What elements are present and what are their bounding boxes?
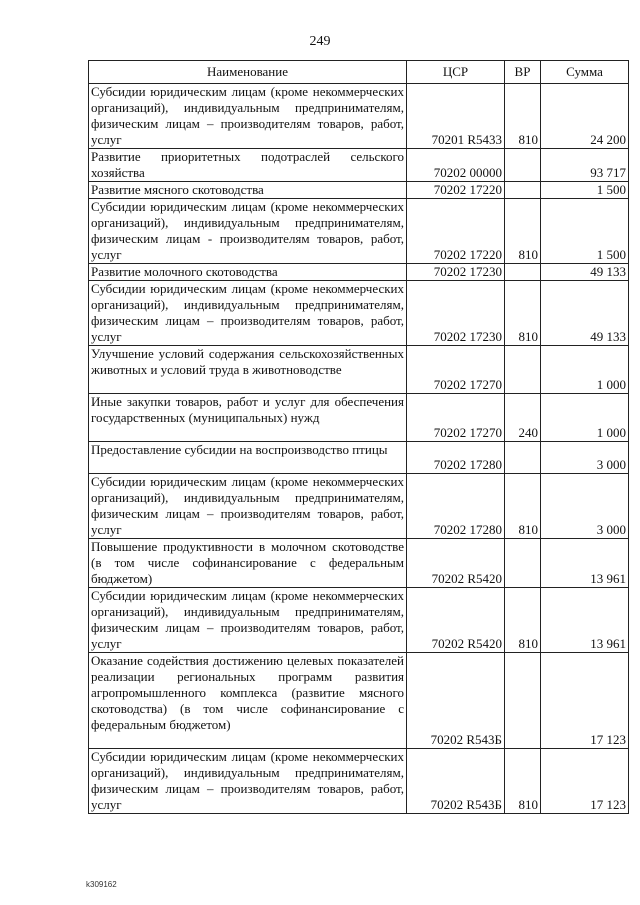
- table-row: [89, 84, 629, 149]
- row-vr: [505, 442, 541, 474]
- row-csr: 70202 17270: [407, 394, 505, 442]
- row-sum: 24 200: [541, 84, 629, 149]
- table-row: [89, 653, 629, 749]
- row-sum: 49 133: [541, 264, 629, 281]
- row-name: Развитие молочного скотоводства: [89, 264, 407, 281]
- row-name: Иные закупки товаров, работ и услуг для обеспечения государственных (муниципальных) нужд: [89, 394, 407, 442]
- row-sum: 1 500: [541, 182, 629, 199]
- row-vr: 810: [505, 749, 541, 814]
- row-name: Субсидии юридическим лицам (кроме некоммерческих организаций), индивидуальным предпринимателям, физическим лицам – производителям товаров, работ, услуг: [89, 749, 407, 814]
- row-sum: 49 133: [541, 281, 629, 346]
- row-vr: 810: [505, 199, 541, 264]
- table-row: [89, 394, 629, 442]
- row-sum: 93 717: [541, 149, 629, 182]
- row-sum: 13 961: [541, 588, 629, 653]
- row-sum: 1 500: [541, 199, 629, 264]
- row-name: Повышение продуктивности в молочном скотоводстве (в том числе софинансирование с федеральным бюджетом): [89, 539, 407, 588]
- row-vr: [505, 346, 541, 394]
- row-name: Субсидии юридическим лицам (кроме некоммерческих организаций), индивидуальным предпринимателям, физическим лицам - производителям товаров, работ, услуг: [89, 199, 407, 264]
- row-vr: [505, 149, 541, 182]
- row-name: Оказание содействия достижению целевых показателей реализации региональных программ развития агропромышленного комплекса (развитие мясного скотоводства) (в том числе софинансирование с федеральным бюджетом): [89, 653, 407, 749]
- row-name: Субсидии юридическим лицам (кроме некоммерческих организаций), индивидуальным предпринимателям, физическим лицам – производителям товаров, работ, услуг: [89, 588, 407, 653]
- row-sum: 13 961: [541, 539, 629, 588]
- row-vr: [505, 653, 541, 749]
- row-vr: 810: [505, 588, 541, 653]
- row-name: Развитие мясного скотоводства: [89, 182, 407, 199]
- row-vr: 810: [505, 281, 541, 346]
- table-row: [89, 149, 629, 182]
- row-csr: 70202 17230: [407, 264, 505, 281]
- row-csr: 70202 17220: [407, 199, 505, 264]
- row-vr: 810: [505, 84, 541, 149]
- row-csr: 70202 R5420: [407, 588, 505, 653]
- header-csr: ЦСР: [407, 61, 505, 84]
- document-code: k309162: [86, 880, 117, 889]
- row-csr: 70202 17280: [407, 442, 505, 474]
- table-row: [89, 182, 629, 199]
- table-header-row: [89, 61, 629, 84]
- table-row: [89, 346, 629, 394]
- header-name: Наименование: [89, 61, 407, 84]
- row-sum: 1 000: [541, 394, 629, 442]
- row-vr: [505, 182, 541, 199]
- row-name: Субсидии юридическим лицам (кроме некоммерческих организаций), индивидуальным предпринимателям, физическим лицам – производителям товаров, работ, услуг: [89, 474, 407, 539]
- row-name: Развитие приоритетных подотраслей сельского хозяйства: [89, 149, 407, 182]
- row-vr: 810: [505, 474, 541, 539]
- row-sum: 1 000: [541, 346, 629, 394]
- row-sum: 3 000: [541, 442, 629, 474]
- row-csr: 70202 00000: [407, 149, 505, 182]
- row-csr: 70202 17230: [407, 281, 505, 346]
- table-row: [89, 539, 629, 588]
- header-sum: Сумма: [541, 61, 629, 84]
- row-csr: 70202 R543Б: [407, 653, 505, 749]
- row-name: Субсидии юридическим лицам (кроме некоммерческих организаций), индивидуальным предпринимателям, физическим лицам – производителям товаров, работ, услуг: [89, 84, 407, 149]
- header-vr: ВР: [505, 61, 541, 84]
- row-name: Субсидии юридическим лицам (кроме некоммерческих организаций), индивидуальным предпринимателям, физическим лицам – производителям товаров, работ, услуг: [89, 281, 407, 346]
- table-row: [89, 749, 629, 814]
- table-row: [89, 442, 629, 474]
- row-sum: 17 123: [541, 749, 629, 814]
- row-csr: 70202 17280: [407, 474, 505, 539]
- page-number: 249: [309, 34, 331, 49]
- table-row: [89, 281, 629, 346]
- table-row: [89, 474, 629, 539]
- row-vr: [505, 539, 541, 588]
- row-csr: 70202 R5420: [407, 539, 505, 588]
- row-csr: 70202 17270: [407, 346, 505, 394]
- row-name: Улучшение условий содержания сельскохозяйственных животных и условий труда в животноводстве: [89, 346, 407, 394]
- budget-table: [88, 60, 629, 814]
- row-csr: 70201 R5433: [407, 84, 505, 149]
- row-vr: [505, 264, 541, 281]
- row-name: Предоставление субсидии на воспроизводство птицы: [89, 442, 407, 474]
- row-csr: 70202 R543Б: [407, 749, 505, 814]
- table-row: [89, 264, 629, 281]
- table-row: [89, 588, 629, 653]
- table-row: [89, 199, 629, 264]
- row-csr: 70202 17220: [407, 182, 505, 199]
- row-sum: 3 000: [541, 474, 629, 539]
- row-sum: 17 123: [541, 653, 629, 749]
- row-vr: 240: [505, 394, 541, 442]
